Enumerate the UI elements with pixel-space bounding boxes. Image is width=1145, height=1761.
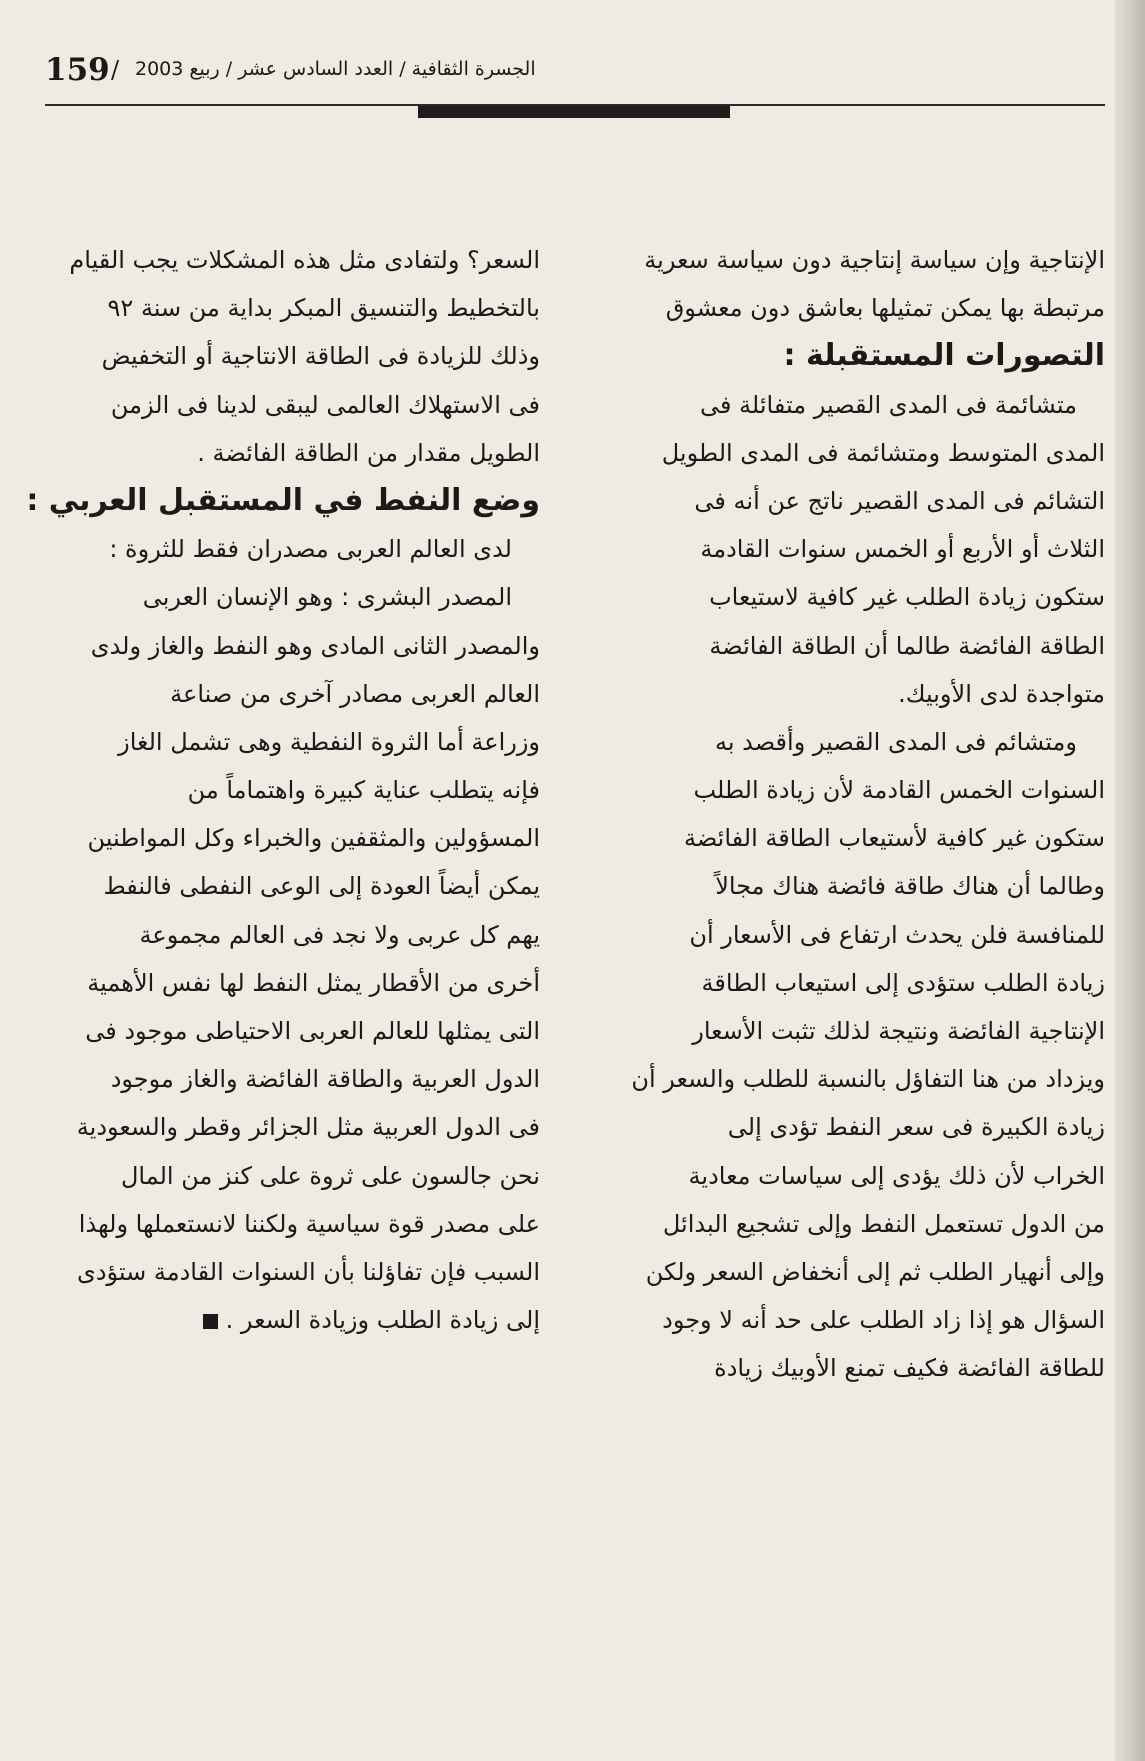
text-line [48,862,540,910]
line-text: بالتخطيط والتنسيق المبكر بداية من سنة ٩٢ [107,294,540,323]
line-text: وطالما أن هناك طاقة فائضة هناك مجالاً [715,872,1105,901]
text-line [610,1344,1105,1392]
line-text: وضع النفط في المستقبل العربي : [26,482,540,518]
line-text: أخرى من الأقطار يمثل النفط لها نفس الأهمية [87,968,540,997]
line-text: الخراب لأن ذلك يؤدى إلى سياسات معادية [688,1161,1105,1190]
page-header [45,52,1105,92]
line-text: الثلاث أو الأربع أو الخمس سنوات القادمة [700,535,1105,564]
line-text: زيادة الطلب ستؤدى إلى استيعاب الطاقة [701,968,1105,997]
line-text: المدى المتوسط ومتشائمة فى المدى الطويل [661,438,1105,467]
line-text: وإلى أنهيار الطلب ثم إلى أنخفاض السعر ولكن [645,1257,1105,1286]
text-line [48,766,540,814]
text-line [48,911,540,959]
section-heading [610,332,1105,380]
text-line [48,959,540,1007]
text-line [610,429,1105,477]
text-line [610,525,1105,573]
line-text: السؤال هو إذا زاد الطلب على حد أنه لا وجود [662,1306,1105,1335]
line-text: من الدول تستعمل النفط وإلى تشجيع البدائل [662,1209,1105,1238]
text-line [610,1200,1105,1248]
text-line [48,332,540,380]
line-text: لدى العالم العربى مصدران فقط للثروة : [109,535,512,564]
text-line [610,381,1105,429]
line-text: زيادة الكبيرة فى سعر النفط تؤدى إلى [727,1113,1105,1142]
text-line [48,429,540,477]
text-line [610,284,1105,332]
line-text: للمنافسة فلن يحدث ارتفاع فى الأسعار أن [689,920,1105,949]
section-heading [26,477,540,525]
line-text: والمصدر الثانى المادى وهو النفط والغاز ولدى [90,631,540,660]
text-line [48,814,540,862]
header-rule-bar [418,106,730,118]
line-text: وزراعة أما الثروة النفطية وهى تشمل الغاز [118,727,540,756]
text-line [48,1296,540,1344]
end-of-article-mark [203,1314,218,1329]
text-line [48,573,540,621]
line-text: الطويل مقدار من الطاقة الفائضة . [197,438,540,467]
line-text: على مصدر قوة سياسية ولكننا لانستعملها ولهذا [78,1209,540,1238]
line-text: وذلك للزيادة فى الطاقة الانتاجية أو التخفيض [101,342,540,371]
line-text: الدول العربية والطاقة الفائضة والغاز موجود [110,1065,540,1094]
text-line [48,236,540,284]
text-line [48,1055,540,1103]
text-line [48,1152,540,1200]
line-text: ستكون غير كافية لأستيعاب الطاقة الفائضة [683,824,1105,853]
text-line [610,1296,1105,1344]
text-line [610,670,1105,718]
line-text: فى الدول العربية مثل الجزائر وقطر والسعودية [76,1113,540,1142]
text-line [48,1200,540,1248]
line-text: الإنتاجية الفائضة ونتيجة لذلك تثبت الأسعار [692,1017,1105,1045]
line-text: فإنه يتطلب عناية كبيرة واهتماماً من [187,776,540,805]
line-text: المسؤولين والمثقفين والخبراء وكل المواطنين [87,824,540,853]
text-line [48,1007,540,1055]
text-line [610,1248,1105,1296]
text-line [610,911,1105,959]
line-text: متواجدة لدى الأوبيك. [898,679,1105,708]
text-line [48,1103,540,1151]
line-text: مرتبطة بها يمكن تمثيلها بعاشق دون معشوق [665,294,1105,323]
text-line [48,622,540,670]
line-text: ستكون زيادة الطلب غير كافية لاستيعاب [709,583,1105,612]
line-text: متشائمة فى المدى القصير متفائلة فى [699,390,1077,419]
line-text: التشائم فى المدى القصير ناتج عن أنه فى [694,486,1105,515]
text-line [610,1007,1105,1055]
text-line [48,381,540,429]
line-text: العالم العربى مصادر آخرى من صناعة [170,679,540,708]
text-line [48,718,540,766]
text-line [610,718,1105,766]
text-line [48,670,540,718]
line-text: الإنتاجية وإن سياسة إنتاجية دون سياسة سعرية [644,246,1105,274]
text-line [48,525,540,573]
left-column [26,236,540,1344]
line-text: المصدر البشرى : وهو الإنسان العربى [142,583,512,612]
text-line [48,1248,540,1296]
right-column [610,236,1105,1393]
line-text: السبب فإن تفاؤلنا بأن السنوات القادمة ستؤدى [77,1257,540,1286]
text-line [610,814,1105,862]
line-text: للطاقة الفائضة فكيف تمنع الأوبيك زيادة [714,1354,1105,1383]
line-text: فى الاستهلاك العالمى ليبقى لدينا فى الزمن [110,390,540,419]
text-line [610,622,1105,670]
line-text: الطاقة الفائضة طالما أن الطاقة الفائضة [709,631,1105,660]
text-line [610,1152,1105,1200]
text-line [610,1103,1105,1151]
line-text: التصورات المستقبلة : [783,338,1105,374]
line-text: يمكن أيضاً العودة إلى الوعى النفطى فالنفط [103,872,540,901]
text-line [610,1055,1105,1103]
line-text: السنوات الخمس القادمة لأن زيادة الطلب [693,776,1105,805]
line-text: نحن جالسون على ثروة على كنز من المال [120,1161,540,1190]
text-line [610,573,1105,621]
line-text: ويزداد من هنا التفاؤل بالنسبة للطلب والسعر أن [631,1065,1105,1094]
line-text: السعر؟ ولتفادى مثل هذه المشكلات يجب القيام [69,246,540,274]
text-line [610,862,1105,910]
text-line [610,959,1105,1007]
book-spine-shadow [1115,0,1145,1761]
text-line [610,236,1105,284]
text-line [610,766,1105,814]
line-text: يهم كل عربى ولا نجد فى العالم مجموعة [139,920,540,949]
running-title: الجسرة الثقافية / العدد السادس عشر / ربيع 2003 [135,58,536,80]
line-text: التى يمثلها للعالم العربى الاحتياطى موجود فى [85,1017,540,1045]
text-line [610,477,1105,525]
text-line [48,284,540,332]
line-text: إلى زيادة الطلب وزيادة السعر . [225,1306,540,1335]
line-text: ومتشائم فى المدى القصير وأقصد به [714,727,1077,756]
page-number: 159 [45,52,110,88]
header-separator: / [111,56,120,84]
